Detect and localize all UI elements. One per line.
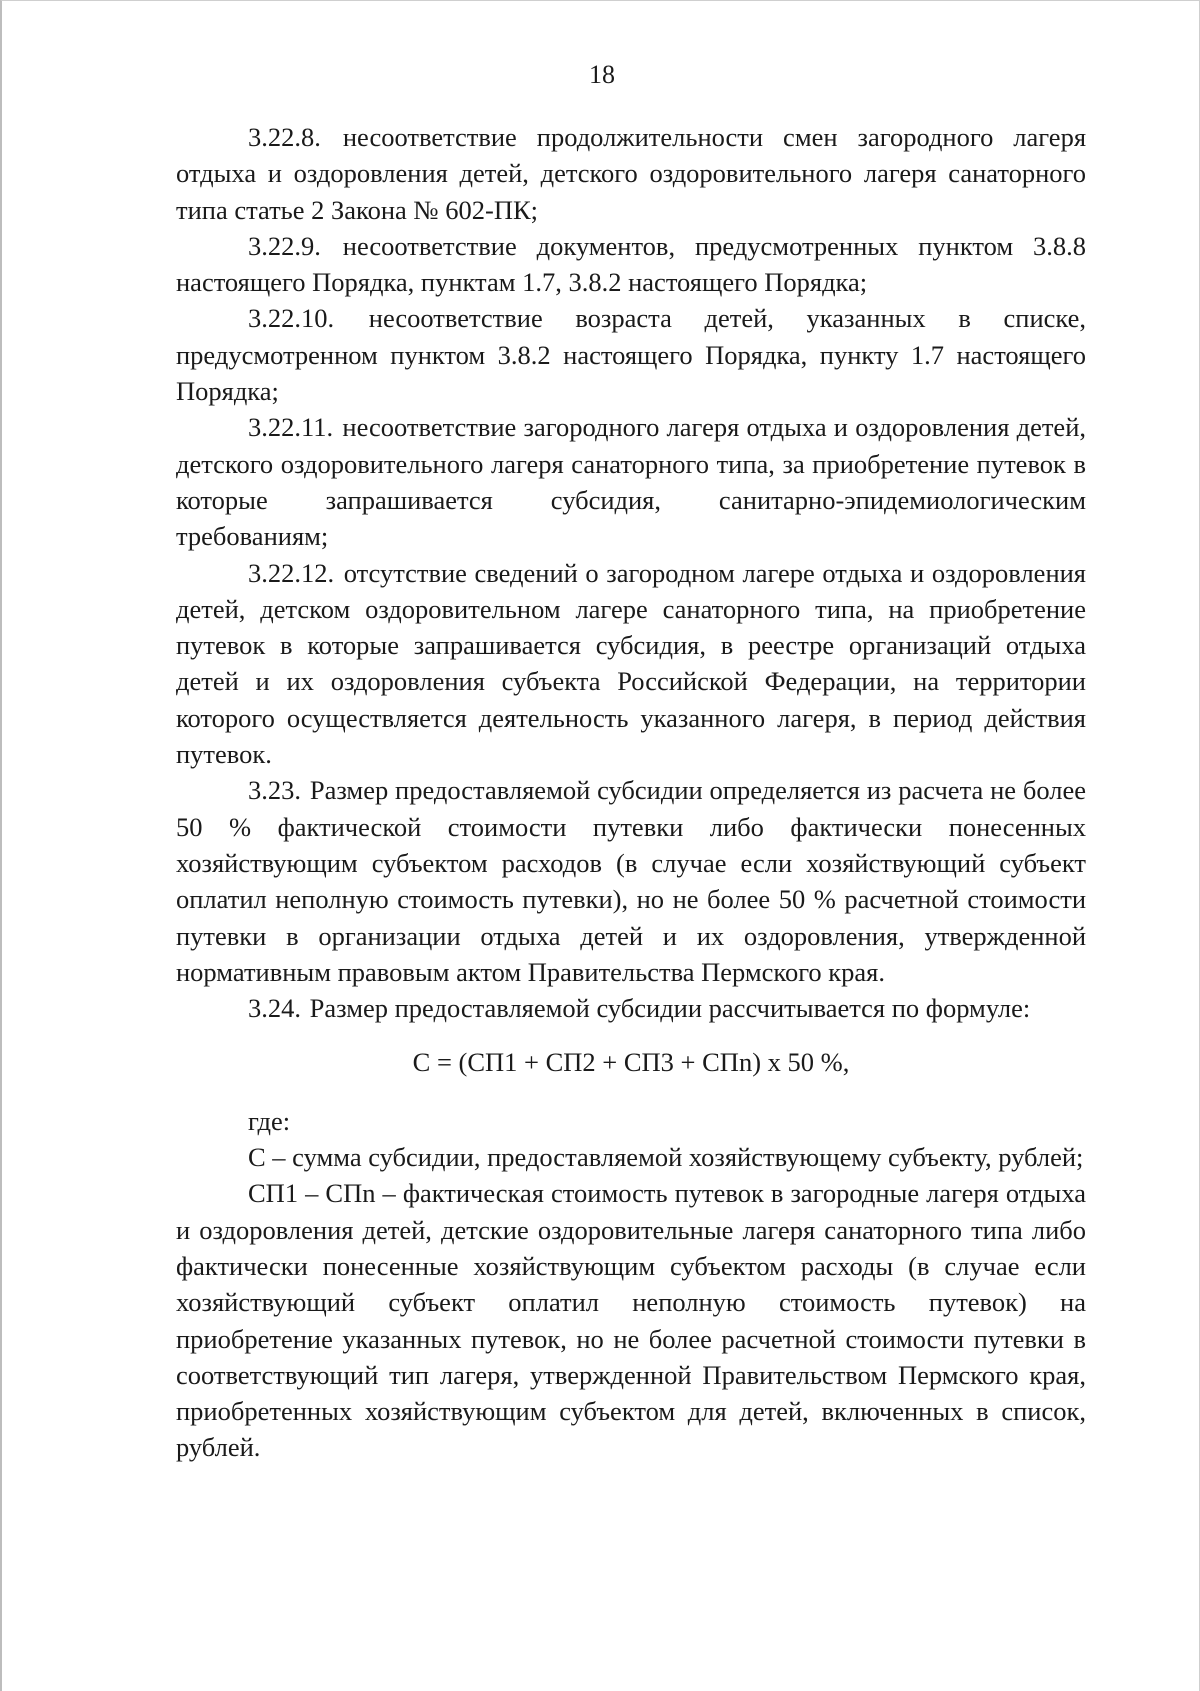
clause-number: 3.22.9. [248,230,321,261]
clause-text: Размер предоставляемой субсидии определяется из расчета не более 50 % фактической стоимости путевки либо фактически понесенных хозяйствующим субъектом расходов (в случае если хозяйствующий субъект оплатил неполную стоимость путевки), но не более 50 % расчетной стоимости путевки в организации отдыха детей и их оздоровления, утвержденной нормативным правовым актом Правительства Пермского края. [176,775,1086,987]
clause-3-22-10 [176,300,1086,409]
clause-number: 3.23. [248,775,301,806]
page-number: 18 [589,60,615,89]
clause-text: несоответствие возраста детей, указанных в списке, предусмотренном пунктом 3.8.2 настоящего Порядка, пункту 1.7 настоящего Порядка; [176,303,1086,407]
clause-number: 3.22.10. [248,303,335,334]
definition-sp: СП1 – СПn – фактическая стоимость путевок в загородные лагеря отдыха и оздоровления детей, детские оздоровительные лагеря санаторного типа либо фактически понесенные хозяйствующим субъектом расходы (в случае если хозяйствующий субъект оплатил неполную стоимость путевок) на приобретение указанных путевок, но не более расчетной стоимости путевки в соответствующий тип лагеря, утвержденной Правительством Пермского края, приобретенных хозяйствующим субъектом для детей, включенных в список, рублей. [176,1178,1086,1463]
clause-text: несоответствие документов, предусмотренных пунктом 3.8.8 настоящего Порядка, пунктам 1.7, 3.8.2 настоящего Порядка; [176,230,1086,298]
clause-text: отсутствие сведений о загородном лагере отдыха и оздоровления детей, детском оздоровительном лагере санаторного типа, на приобретение путевок в которые запрашивается субсидия, в реестре организаций отдыха детей и их оздоровления субъекта Российской Федерации, на территории которого осуществляется деятельность указанного лагеря, в период действия путевок. [176,557,1086,770]
clause-3-22-8 [176,119,1086,228]
clause-number: 3.22.8. [248,122,321,152]
clause-3-22-11 [176,409,1086,554]
clause-3-22-12 [176,555,1086,773]
clause-text: несоответствие загородного лагеря отдыха и оздоровления детей, детского оздоровительного лагеря санаторного типа, за приобретение путевок в которые запрашивается субсидия, санитарно-эпидемиологическим требованиям; [176,412,1087,552]
clause-text: Размер предоставляемой субсидии рассчитывается по формуле: [309,993,1031,1024]
clause-3-23 [176,772,1086,990]
clause-number: 3.22.12. [248,557,335,588]
clause-3-24 [176,990,1086,1026]
where-label: где: [248,1105,291,1136]
clause-3-22-9 [176,228,1086,301]
document-body [176,119,1086,1466]
clause-number: 3.24. [248,993,301,1024]
clause-text: несоответствие продолжительности смен загородного лагеря отдыха и оздоровления детей, детского оздоровительного лагеря санаторного типа статье 2 Закона № 602-ПК; [176,122,1087,225]
subsidy-formula: С = (СП1 + СП2 + СП3 + СПn) х 50 %, [412,1047,850,1078]
definition-c: С – сумма субсидии, предоставляемой хозяйствующему субъекту, рублей; [248,1142,1084,1173]
clause-number: 3.22.11. [248,412,334,443]
